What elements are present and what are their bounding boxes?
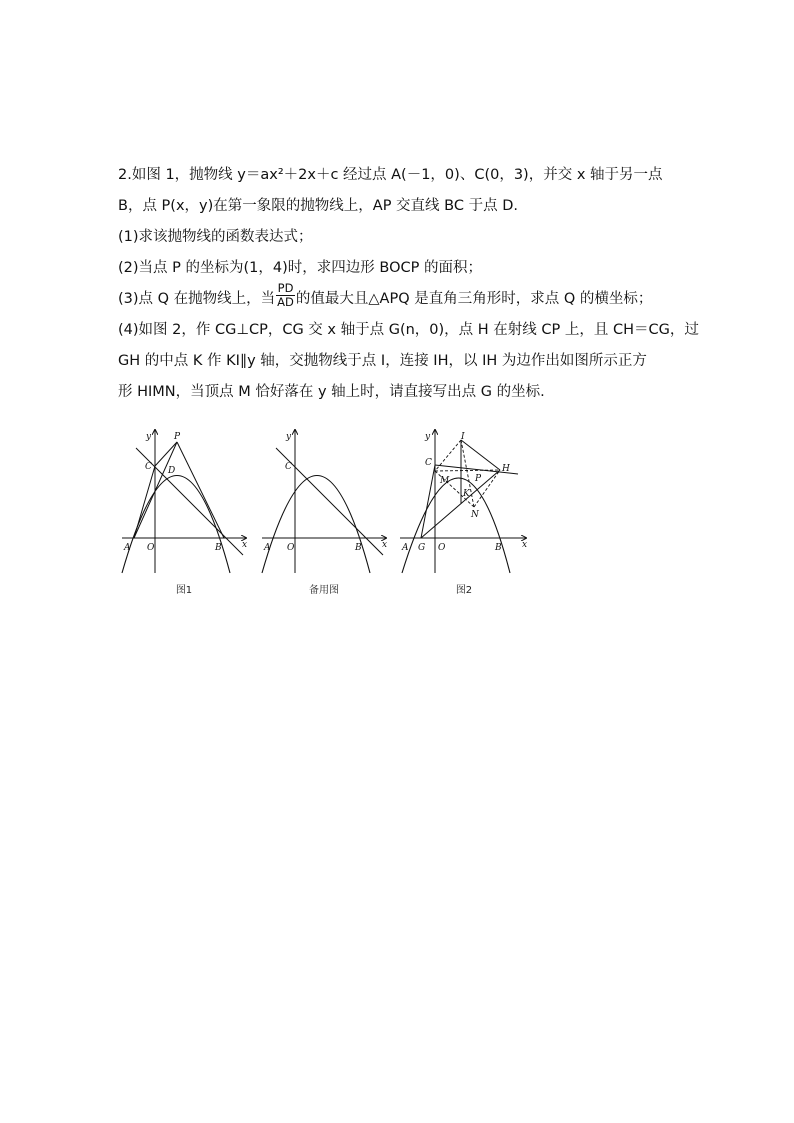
question-3-suffix: 的值最大且△APQ 是直角三角形时，求点 Q 的横坐标； xyxy=(295,291,653,307)
label-x: x xyxy=(242,540,248,550)
problem-text xyxy=(118,160,698,408)
label-c: C xyxy=(145,462,152,472)
fraction-denominator: AD xyxy=(277,294,294,309)
label-n: N xyxy=(471,510,479,520)
question-1: (1)求该抛物线的函数表达式； xyxy=(118,229,313,245)
problem-line-2: B，点 P(x，y)在第一象限的抛物线上，AP 交直线 BC 于点 D. xyxy=(118,198,518,214)
label-p: P xyxy=(174,432,181,442)
fraction-pd-ad xyxy=(276,282,295,309)
parabola xyxy=(402,478,510,573)
figure-spare-diagram xyxy=(258,423,398,583)
line-pb xyxy=(177,442,224,538)
label-g: G xyxy=(418,543,426,553)
figure-spare xyxy=(258,423,398,596)
line-ih xyxy=(461,440,500,470)
parabola xyxy=(262,476,370,574)
figure-1-diagram xyxy=(118,423,258,583)
label-a: A xyxy=(124,543,131,553)
question-3-prefix: (3)点 Q 在抛物线上，当 xyxy=(118,291,276,307)
label-c: C xyxy=(425,458,432,468)
label-x: x xyxy=(522,540,528,550)
label-b: B xyxy=(355,543,362,553)
question-2: (2)当点 P 的坐标为(1，4)时，求四边形 BOCP 的面积； xyxy=(118,260,482,276)
figures-row xyxy=(118,423,538,603)
problem-line-1: 2.如图 1，抛物线 y＝ax²＋2x＋c 经过点 A(－1，0)、C(0，3)，并交 x 轴于另一点 xyxy=(118,167,663,183)
figure-2 xyxy=(398,423,538,596)
label-b: B xyxy=(215,543,222,553)
label-m: M xyxy=(440,476,450,486)
label-o: O xyxy=(147,543,155,553)
label-y: y xyxy=(286,432,292,442)
figure-2-diagram xyxy=(398,423,538,583)
figure-2-caption: 图2 xyxy=(455,585,473,596)
label-o: O xyxy=(287,543,295,553)
label-o: O xyxy=(438,543,446,553)
label-d: D xyxy=(168,466,176,476)
label-h: H xyxy=(502,464,510,474)
label-x: x xyxy=(382,540,388,550)
line-ac xyxy=(134,466,155,538)
label-p: P xyxy=(475,474,482,484)
question-4-line-3: 形 HIMN，当顶点 M 恰好落在 y 轴上时，请直接写出点 G 的坐标. xyxy=(118,384,545,400)
figure-1 xyxy=(118,423,258,596)
line-bc xyxy=(136,448,243,555)
fraction-numerator: PD xyxy=(277,280,294,295)
label-y: y xyxy=(146,432,152,442)
question-4-line-2: GH 的中点 K 作 KI∥y 轴，交抛物线于点 I，连接 IH，以 IH 为边作出如图所示正方 xyxy=(118,353,647,369)
label-c: C xyxy=(285,462,292,472)
line-bc xyxy=(276,448,383,555)
figure-1-caption: 图1 xyxy=(175,585,193,596)
label-k: K xyxy=(463,489,470,499)
line-cp xyxy=(155,442,177,466)
label-i: I xyxy=(461,432,465,442)
figure-spare-caption: 备用图 xyxy=(309,585,339,596)
question-3 xyxy=(118,280,698,315)
label-a: A xyxy=(402,543,409,553)
label-a: A xyxy=(264,543,271,553)
label-y: y xyxy=(425,432,431,442)
question-4-line-1: (4)如图 2，作 CG⊥CP，CG 交 x 轴于点 G(n，0)，点 H 在射线 CP 上，且 CH＝CG，过 xyxy=(118,322,699,338)
label-b: B xyxy=(495,543,502,553)
line-cg xyxy=(421,465,435,538)
